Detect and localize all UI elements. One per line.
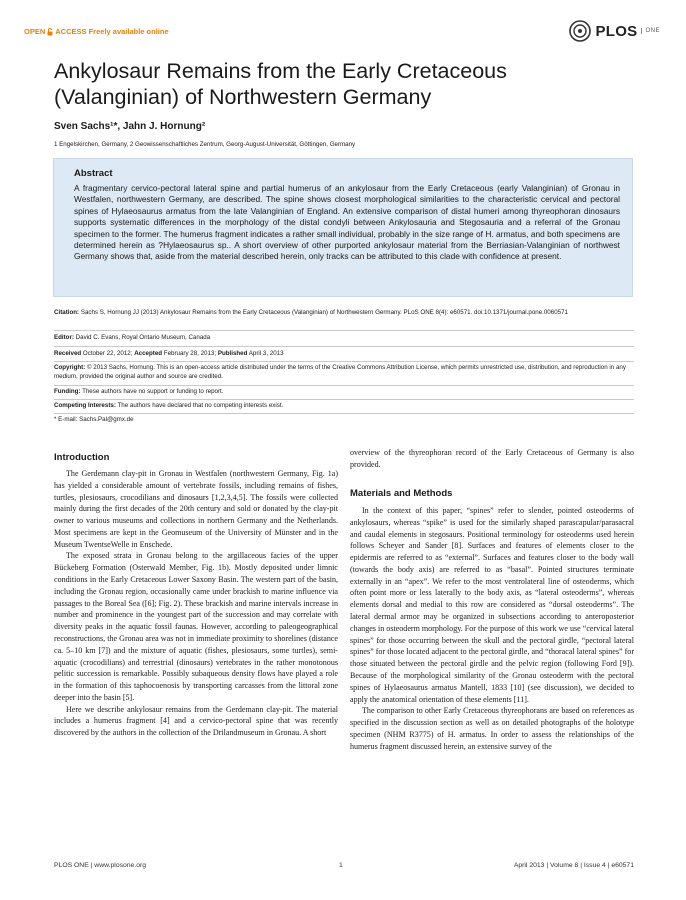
- paragraph: overview of the thyreophoran record of the Early Cretaceous of Germany is also provided.: [350, 448, 634, 469]
- methods-heading: Materials and Methods: [350, 488, 453, 499]
- competing-interests: Competing Interests: The authors have declared that no competing interests exist.: [54, 402, 284, 409]
- paragraph: The comparison to other Early Cretaceous thyreophorans are based on references as specified in the discussion section as well as on detailed photographs of the holotype specimen (NHM R3775) of H. armatus. In order to assess the relationships of the humerus fragment discussed herein, an extensive survey of the: [350, 706, 634, 751]
- introduction-heading: Introduction: [54, 452, 110, 463]
- footer-journal: PLOS ONE | www.plosone.org: [54, 862, 147, 869]
- copyright: Copyright: © 2013 Sachs, Hornung. This is an open-access article distributed under the terms of the Creative Commons Attribution License, which permits unrestricted use, distribution, and reproduction in any medium, provided the original author and source are credited.: [54, 364, 626, 380]
- funding: Funding: These authors have no support or funding to report.: [54, 388, 224, 395]
- open-access-label: OPEN: [24, 27, 46, 36]
- page-number: 1: [339, 862, 343, 869]
- abstract-heading: Abstract: [74, 168, 113, 179]
- plos-logo-icon: [569, 20, 591, 42]
- access-label: ACCESS Freely available online: [55, 27, 169, 36]
- paragraph: The exposed strata in Gronau belong to the argillaceous facies of the upper Bückeberg Formation (Osterwald Member, Fig. 1b). Mostly deposited under limnic conditions in the Early Cretaceous Lower Saxony Basin. The western part of the basin, including the Gronau region, occasionally came under brackish to marine influence via passages to the Boreal Sea ([6]; Fig. 2). These brackish and marine intervals increase in number and prominence in the youngest part of the succession and may correlate with diversity peaks in the aquatic fossil faunas. However, according to paleogeographical reconstructions, the Gronau area was not in immediate proximity to shorelines (distance ca. 5–10 km [7]) and the mixture of aquatic (fishes, plesiosaurs, some turtles), semi-aquatic (crocodilians) and terrestrial (dinosaurs) vertebrates in the rather monotonous pelitic succession is remarkable. Possibly subaqueous density flows have played a role in the formation of this taphocoenosis by transporting carcasses from the littoral zone deeper into the basin [5].: [54, 551, 338, 702]
- dates: Received October 22, 2012; Accepted February 28, 2013; Published April 3, 2013: [54, 350, 284, 357]
- email: * E-mail: Sachs.Pal@gmx.de: [54, 416, 134, 423]
- journal-logo-text: PLOS: [595, 22, 638, 40]
- affiliations: 1 Engelskirchen, Germany, 2 Geowissenschaftliches Zentrum, Georg-August-Universität, Göttingen, Germany: [54, 141, 356, 148]
- paragraph: Here we describe ankylosaur remains from the Gerdemann clay-pit. The material includes a humerus fragment [4] and a cervico-pectoral spine that was recently discovered by the authors in the collection of the Drilandmuseum in Gronau. A short: [54, 704, 338, 738]
- divider: [54, 330, 634, 331]
- divider: [54, 361, 634, 362]
- author-list: Sven Sachs¹*, Jahn J. Hornung²: [54, 121, 206, 132]
- right-column-top: [350, 447, 634, 471]
- abstract-text: A fragmentary cervico-pectoral lateral spine and partial humerus of an ankylosaur from the Early Cretaceous (early Valanginian) of Gronau in Westfalen, northwestern Germany, are described. The spine shows closest morphological similarities to the characteristic cervical and pectoral spines of Hylaeosaurus armatus from the late Valanginian of England. An extensive comparison of distal humeri among thyreophoran dinosaurs supports systematic differences in the morphology of the distal condyli between Ankylosauria and Stegosauria and a referral of the Gronau specimen to the former. The humerus fragment indicates a rather small individual, probably in the size range of H. armatus, and both specimens are determined herein as ?Hylaeosaurus sp.. A short overview of other purported ankylosaur material from the Berriasian-Valanginian of northwest Germany shows that, aside from the material described herein, only tracks can be attributed to this clade with confidence at present.: [74, 183, 620, 262]
- right-column: [350, 505, 634, 752]
- left-column: [54, 468, 338, 739]
- editor: Editor: David C. Evans, Royal Ontario Museum, Canada: [54, 334, 211, 341]
- article-title: Ankylosaur Remains from the Early Cretaceous (Valanginian) of Northwestern Germany: [54, 59, 507, 109]
- open-lock-icon: [47, 28, 53, 36]
- journal-logo-sub: ONE: [641, 28, 660, 34]
- footer-issue: April 2013 | Volume 8 | Issue 4 | e60571: [513, 862, 634, 869]
- divider: [54, 346, 634, 347]
- divider: [54, 385, 634, 386]
- paragraph: In the context of this paper, “spines” refer to slender, pointed osteoderms of ankylosaurs, whereas “spike” is used for the similarly shaped parascapular/parasacral and caudal elements in stegosaurs. Positional terminology for osteoderms used herein follows Scheyer and Sander [8]. Surfaces and features of elements closer to the epidermis are referred to as “external”. Surfaces and features closer to the body wall (towards the body axis) are referred to as “basal”. Pointed structures terminate externally in an “apex”. We refer to the most ventrolateral line of osteoderms, which often point more or less laterally to the body axis, as “lateral osteoderms”, whereas elements dorsal and medial to this row are considered as “dorsal osteoderms”. The lateral dermal armor may be organized in subsections according to anteroposterior changes in osteoderm morphology. For the purpose of this work we use “cervical lateral spines” for those occurring between the skull and the pectoral girdle, “pectoral lateral spines” for those located adjacent to the pectoral girdle, and “thoracal lateral spines” for those situated between the pectoral girdle and the pelvic region (following Ford [9]). Because of the morphological similarity of the Gronau osteoderm with the pectoral spines of Hylaeosaurus armatus Mantell, 1833 [10] (see discussion), we decided to apply the anatomical orientation of these elements [11].: [350, 506, 634, 704]
- citation: Citation: Sachs S, Hornung JJ (2013) Ankylosaur Remains from the Early Cretaceous (Valanginian) of Northwestern Germany. PLoS ONE 8(4): e60571. doi:10.1371/journal.pone.0060571: [54, 309, 568, 316]
- journal-logo: [569, 20, 660, 42]
- divider: [54, 399, 634, 400]
- paragraph: The Gerdemann clay-pit in Gronau in Westfalen (northwestern Germany, Fig. 1a) has yielded a considerable amount of vertebrate fossils, including remains of fishes, turtles, plesiosaurs, crocodilians and dinosaurs [1,2,3,4,5]. The fossils were collected mainly during the first decades of the 20th century and sold or donated by the clay-pit owner to various museums and collections in northern Germany and the Netherlands. Most specimens are kept in the Geomuseum of the University of Münster and in the Museum TwentseWelle in Enschede.: [54, 469, 338, 549]
- open-access-badge: [24, 27, 169, 36]
- divider: [54, 413, 634, 414]
